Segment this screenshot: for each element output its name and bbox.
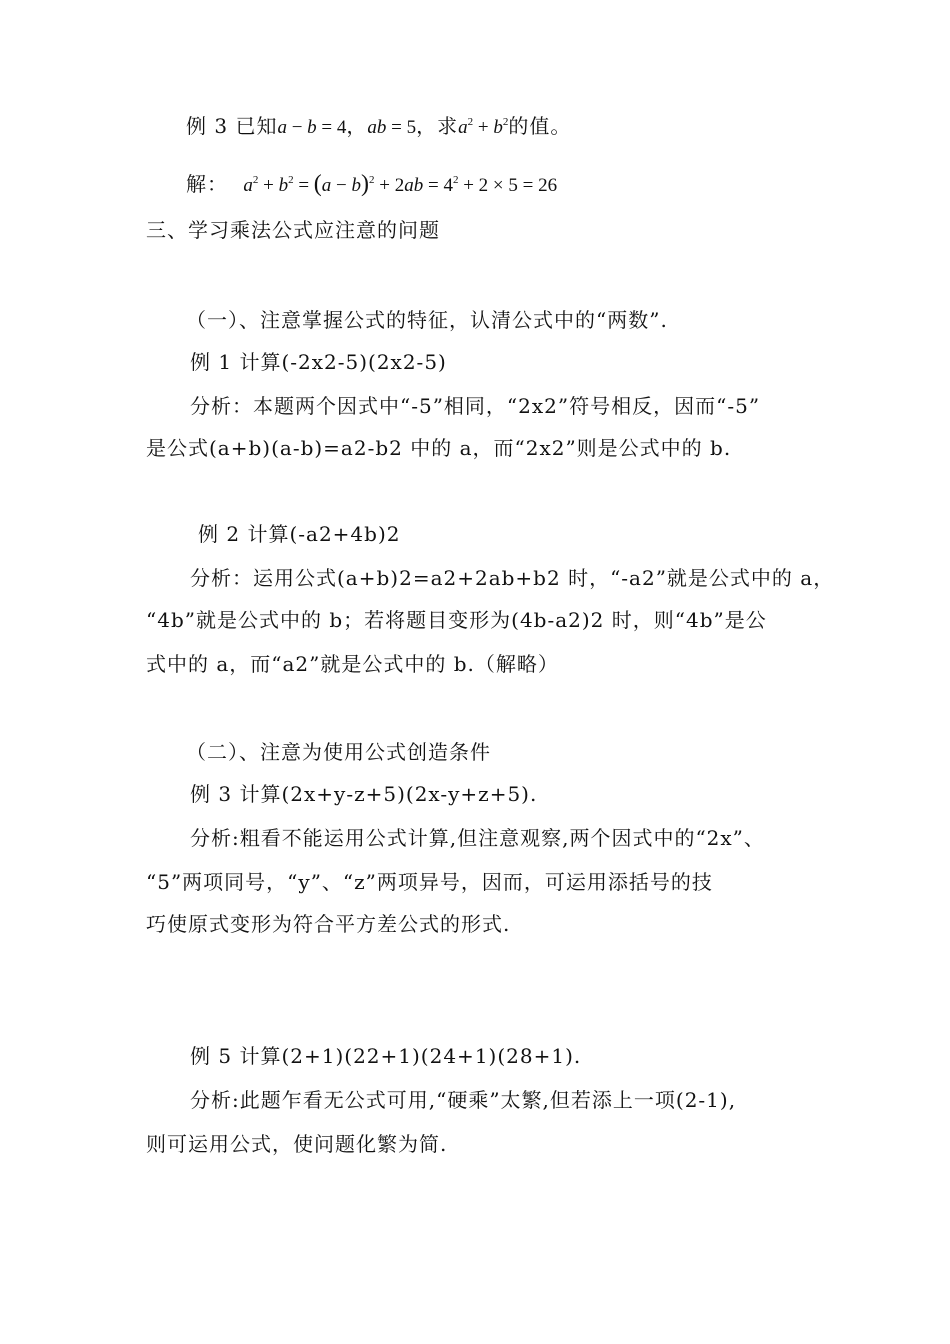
given-ask: ，求 — [416, 114, 459, 138]
analysis-3-line-3: 巧使原式变形为符合平方差公式的形式. — [146, 912, 511, 936]
example-3b-label: 例 3 计算 — [190, 782, 282, 806]
example-1-line — [190, 350, 447, 374]
analysis-5-line-2: 则可运用公式，使问题化繁为简. — [146, 1132, 448, 1156]
given-tail: 的值。 — [508, 114, 572, 138]
example-2-line — [198, 522, 400, 546]
analysis-3-line-2: “5”两项同号，“y”、“z”两项异号，因而，可运用添括号的技 — [146, 870, 713, 894]
solution-expression: $a^2 + b^2 = (a - b)^2 + 2ab = 4^2 + 2 \times 5 = 26$ — [243, 171, 558, 197]
example-3b-line — [190, 782, 537, 806]
solution-line — [186, 172, 557, 198]
example-5-line — [190, 1044, 581, 1068]
given-equation-1: a − b = 4 — [277, 117, 347, 138]
asked-expression: $a^2 + b^2$ — [458, 116, 509, 138]
analysis-3-line-1: 分析:粗看不能运用公式计算,但注意观察,两个因式中的“2x”、 — [190, 826, 765, 850]
analysis-2-line-2: “4b”就是公式中的 b；若将题目变形为(4b-a2)2 时，则“4b”是公 — [146, 608, 767, 632]
analysis-1-line-1: 分析：本题两个因式中“-5”相同，“2x2”符号相反，因而“-5” — [190, 394, 761, 418]
analysis-5-line-1: 分析:此题乍看无公式可用,“硬乘”太繁,但若添上一项(2-1), — [190, 1088, 737, 1112]
subsection-1-heading: （一）、注意掌握公式的特征，认清公式中的“两数”. — [186, 308, 668, 332]
example-1-expression: (-2x2-5)(2x2-5) — [281, 350, 447, 374]
example-1-label: 例 1 计算 — [190, 350, 282, 374]
example-2-expression: (-a2+4b)2 — [289, 522, 401, 546]
example-3b-expression: (2x+y-z+5)(2x-y+z+5). — [281, 782, 538, 806]
solution-lead: 解： — [186, 172, 228, 196]
section-3-heading: 三、学习乘法公式应注意的问题 — [146, 218, 440, 242]
example-5-label: 例 5 计算 — [190, 1044, 282, 1068]
subsection-2-heading: （二）、注意为使用公式创造条件 — [186, 740, 491, 764]
given-sep: ， — [346, 114, 368, 138]
example-2-label: 例 2 计算 — [198, 522, 290, 546]
given-equation-2: ab = 5 — [367, 117, 417, 138]
analysis-1-line-2: 是公式(a+b)(a-b)=a2-b2 中的 a，而“2x2”则是公式中的 b. — [146, 436, 732, 460]
example-5-expression: (2+1)(22+1)(24+1)(28+1). — [281, 1044, 582, 1068]
example-3-statement — [186, 114, 571, 140]
analysis-2-line-1: 分析：运用公式(a+b)2=a2+2ab+b2 时，“-a2”就是公式中的 a， — [190, 566, 835, 590]
example-3-lead: 例 3 已知 — [186, 114, 278, 138]
analysis-2-line-3: 式中的 a，而“a2”就是公式中的 b.（解略） — [146, 652, 559, 676]
